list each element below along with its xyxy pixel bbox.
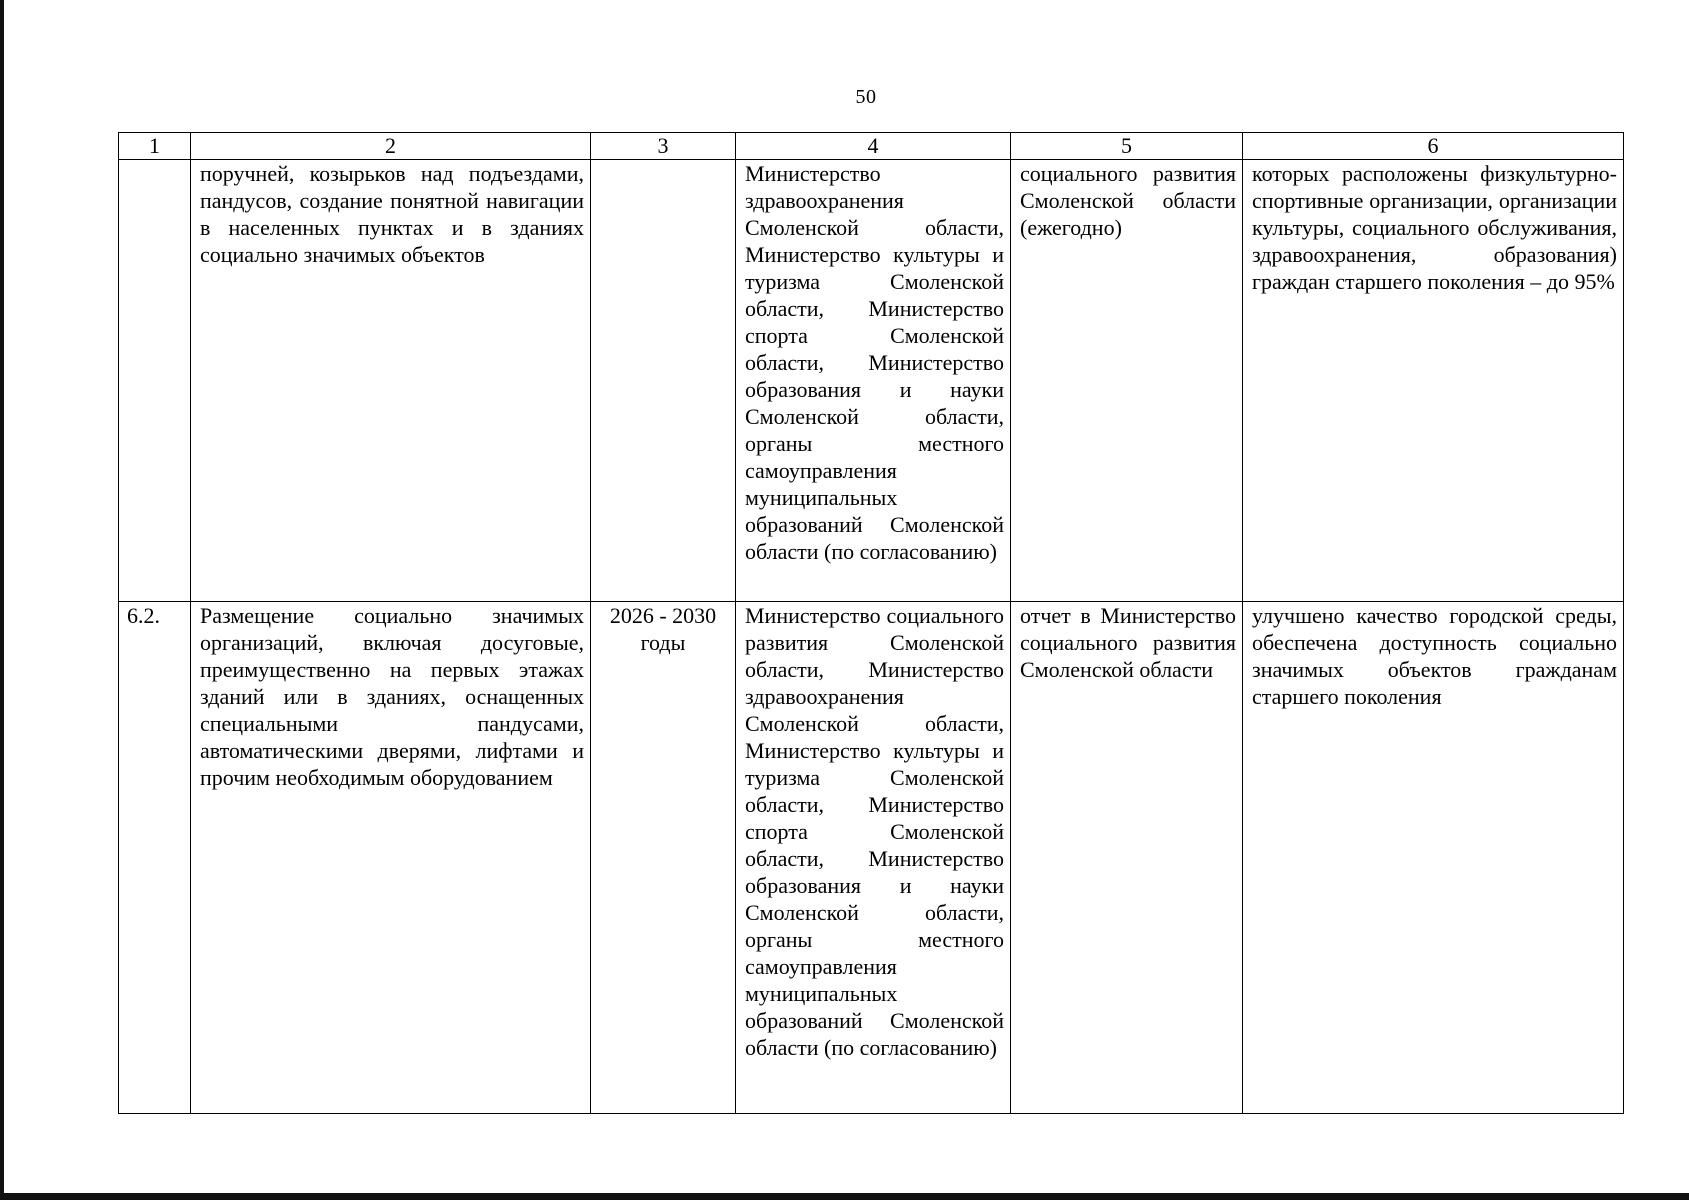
measures-table	[118, 132, 1624, 1114]
row-number-cell: 6.2.	[119, 602, 191, 1114]
result-cell: улучшено качество городской среды, обеспечена доступность социально значимых объектов гражданам старшего поколения	[1243, 602, 1624, 1114]
table-row	[119, 160, 1624, 602]
scan-border-left	[0, 0, 4, 1200]
scan-border-bottom	[0, 1193, 1689, 1200]
page-number: 50	[855, 86, 877, 108]
column-header-1: 1	[119, 133, 191, 160]
executors-cell: Министерство социального развития Смоленской области, Министерство здравоохранения Смоленской области, Министерство культуры и туризма Смоленской области, Министерство спорта Смоленской области, Министерство образования и науки Смоленской области, органы местного самоуправления муниципальных образований Смоленской области (по согласованию)	[736, 602, 1011, 1114]
executors-cell: Министерство здравоохранения Смоленской области, Министерство культуры и туризма Смоленской области, Министерство спорта Смоленской области, Министерство образования и науки Смоленской области, органы местного самоуправления муниципальных образований Смоленской области (по согласованию)	[736, 160, 1011, 602]
measures-table-container	[118, 132, 1623, 1114]
table-header-row	[119, 133, 1624, 160]
row-number-cell	[119, 160, 191, 602]
column-header-6: 6	[1243, 133, 1624, 160]
period-cell: 2026 - 2030 годы	[591, 602, 736, 1114]
report-cell: социального развития Смоленской области (ежегодно)	[1011, 160, 1243, 602]
measure-cell: поручней, козырьков над подъездами, пандусов, создание понятной навигации в населенных пунктах и в зданиях социально значимых объектов	[191, 160, 591, 602]
column-header-2: 2	[191, 133, 591, 160]
table-row	[119, 602, 1624, 1114]
column-header-3: 3	[591, 133, 736, 160]
result-cell: которых расположены физкультурно-спортивные организации, организации культуры, социального обслуживания, здравоохранения, образования) граждан старшего поколения – до 95%	[1243, 160, 1624, 602]
column-header-4: 4	[736, 133, 1011, 160]
measure-cell: Размещение социально значимых организаций, включая досуговые, преимущественно на первых этажах зданий или в зданиях, оснащенных специальными пандусами, автоматическими дверями, лифтами и прочим необходимым оборудованием	[191, 602, 591, 1114]
report-cell: отчет в Министерство социального развития Смоленской области	[1011, 602, 1243, 1114]
period-cell	[591, 160, 736, 602]
column-header-5: 5	[1011, 133, 1243, 160]
